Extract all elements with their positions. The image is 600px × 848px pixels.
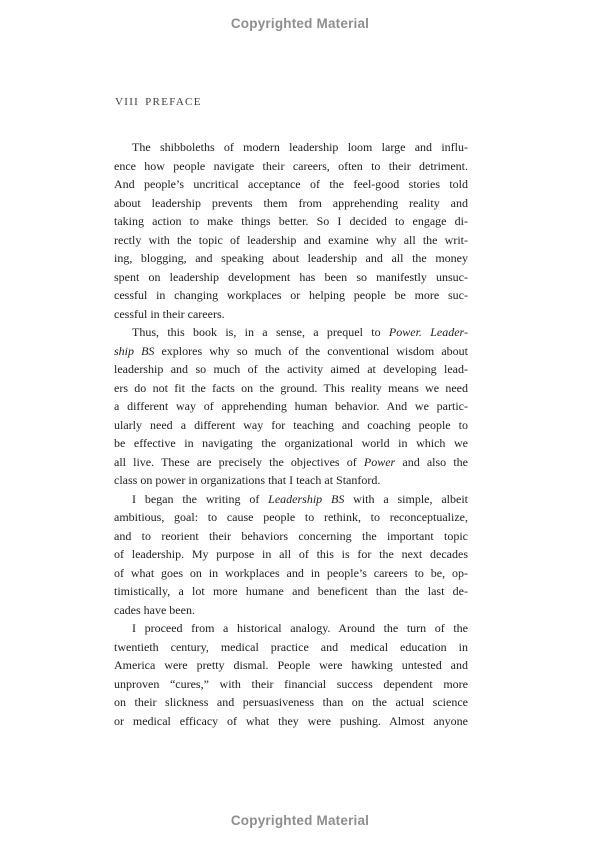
text-line: spent on leadership development has been so manifestly unsuc- bbox=[114, 269, 468, 284]
text-line: I began the writing of Leadership BS with a simple, albeit bbox=[132, 491, 468, 506]
text-line: unproven “cures,” with their financial success dependent more bbox=[114, 676, 468, 691]
text-line: cades have been. bbox=[114, 602, 195, 617]
copyright-watermark-top: Copyrighted Material bbox=[230, 16, 370, 31]
text-line: ambitious, goal: to cause people to rethink, to reconceptualize, bbox=[114, 510, 468, 524]
text-line: a different way of apprehending human behavior. And we partic- bbox=[114, 399, 468, 413]
paragraph bbox=[114, 138, 468, 323]
paragraph bbox=[114, 323, 468, 490]
text-line: ence how people navigate their careers, often to their detriment. bbox=[114, 158, 468, 173]
text-line: timistically, a lot more humane and beneficent than the last de- bbox=[114, 584, 468, 598]
text-line: ing, blogging, and speaking about leadership and all the money bbox=[114, 251, 468, 265]
text-line: all live. These are precisely the objectives of Power and also the bbox=[114, 454, 468, 469]
text-line: America were pretty dismal. People were hawking untested and bbox=[114, 658, 468, 672]
page-header bbox=[115, 96, 202, 108]
text-line: cessful in their careers. bbox=[114, 306, 225, 321]
text-line: cessful in changing workplaces or helping people be more suc- bbox=[114, 288, 468, 302]
text-line: and to reorient their behaviors concerning the important topic bbox=[114, 528, 468, 543]
copyright-watermark-bottom: Copyrighted Material bbox=[230, 813, 370, 828]
text-line: or medical efficacy of what they were pushing. Almost anyone bbox=[114, 713, 468, 728]
text-line: ularly need a different way for teaching and coaching people to bbox=[114, 417, 468, 432]
page-number: VIII bbox=[115, 96, 140, 108]
text-line: ers do not fit the facts on the ground. This reality means we need bbox=[114, 380, 468, 395]
text-line: And people’s uncritical acceptance of the feel-good stories told bbox=[114, 177, 468, 191]
text-line: The shibboleths of modern leadership loom large and influ- bbox=[132, 140, 468, 154]
text-line: rectly with the topic of leadership and examine why all the writ- bbox=[114, 232, 468, 247]
text-line: leadership and so much of the activity aimed at developing lead- bbox=[114, 362, 468, 376]
text-line: about leadership prevents them from apprehending reality and bbox=[114, 195, 468, 210]
paragraph bbox=[114, 490, 468, 620]
text-line: taking action to make things better. So I decided to engage di- bbox=[114, 214, 468, 228]
text-line: on their slickness and persuasiveness than on the actual science bbox=[114, 695, 468, 709]
text-line: of leadership. My purpose in all of this is for the next decades bbox=[114, 547, 468, 561]
text-line: Thus, this book is, in a sense, a prequel to Power. Leader- bbox=[132, 325, 468, 339]
paragraph bbox=[114, 619, 468, 730]
running-head-title: PREFACE bbox=[145, 96, 202, 108]
text-line: ship BS explores why so much of the conventional wisdom about bbox=[114, 343, 468, 358]
text-line: of what goes on in workplaces and in people’s careers to be, op- bbox=[114, 565, 468, 580]
text-line: be effective in navigating the organizational world in which we bbox=[114, 436, 468, 450]
body-text bbox=[114, 138, 468, 730]
text-line: twentieth century, medical practice and medical education in bbox=[114, 639, 468, 654]
text-line: I proceed from a historical analogy. Around the turn of the bbox=[132, 621, 468, 635]
text-line: class on power in organizations that I teach at Stanford. bbox=[114, 473, 381, 487]
